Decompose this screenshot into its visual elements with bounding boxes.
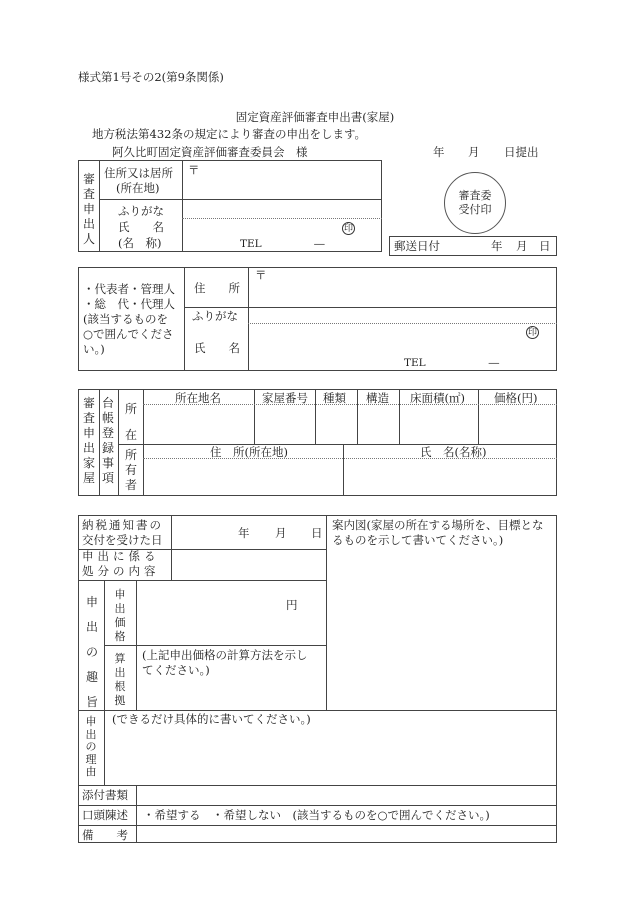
stamp-line-1: 審査委 xyxy=(458,189,492,202)
basis-field[interactable] xyxy=(137,680,325,709)
rep-seal-mark: 印 xyxy=(527,328,537,338)
type-field[interactable] xyxy=(316,405,356,443)
col-type: 種類 xyxy=(323,391,346,405)
col-owner-name: 氏 名(名称) xyxy=(420,445,487,459)
notice-day: 日 xyxy=(311,526,323,540)
remarks-label: 備 考 xyxy=(82,828,128,842)
name-label-sub: (名 称) xyxy=(118,236,162,250)
mailing-month: 月 xyxy=(516,239,528,253)
notice-year: 年 xyxy=(238,526,250,540)
price-label: 申出価格 xyxy=(114,588,126,643)
applicant-address-field[interactable] xyxy=(183,178,381,198)
remarks-field[interactable] xyxy=(137,826,556,842)
map-note-2: るものを示して書いてください。) xyxy=(332,533,504,547)
rep-furigana-label: ふりがな xyxy=(192,309,238,323)
address-label-sub: (所在地) xyxy=(116,181,160,195)
oral-options[interactable]: ・希望する ・希望しない (該当するものを○で囲んでください。) xyxy=(143,808,490,822)
rep-address-field[interactable] xyxy=(249,282,556,306)
map-note-1: 案内図(家屋の所在する場所を、目標とな xyxy=(332,518,544,532)
rep-furigana-field[interactable] xyxy=(249,308,556,322)
reason-field[interactable] xyxy=(105,728,556,784)
applicant-furigana-field[interactable] xyxy=(183,200,381,217)
basis-note-2: てください。) xyxy=(142,663,210,677)
reason-note: (できるだけ具体的に書いてください。) xyxy=(112,712,311,726)
postal-mark: 〒 xyxy=(188,163,200,177)
attachments-field[interactable] xyxy=(137,786,556,804)
mailing-label: 郵送日付 xyxy=(394,239,440,253)
basis-label: 算出根拠 xyxy=(114,652,126,707)
submit-month: 月 xyxy=(468,145,480,159)
col-owner-address: 住 所(所在地) xyxy=(210,445,288,459)
mailing-day: 日 xyxy=(539,239,551,253)
intro-text: 地方税法第432条の規定により審査の申出をします。 xyxy=(92,127,367,141)
yen-unit: 円 xyxy=(286,598,298,612)
basis-note-1: (上記申出価格の計算方法を示し xyxy=(142,648,308,662)
price-field[interactable] xyxy=(479,405,556,443)
applicant-section-label: 審査申出人 xyxy=(82,172,95,246)
rep-roles-1: ・代表者・管理人 xyxy=(83,282,175,296)
col-location: 所在地名 xyxy=(175,391,221,405)
stamp-line-2: 受付印 xyxy=(458,203,492,216)
rep-note-2: ○で囲んでくださ xyxy=(83,327,174,341)
col-floor-area: 床面積(㎡) xyxy=(410,391,465,405)
notice-month: 月 xyxy=(275,526,287,540)
disposition-field[interactable] xyxy=(172,550,325,579)
col-structure: 構造 xyxy=(366,391,389,405)
rep-note-3: い。) xyxy=(83,342,105,356)
address-label: 住所又は居所 xyxy=(104,166,173,180)
attachments-label: 添付書類 xyxy=(82,788,128,802)
reason-label: 申出の理由 xyxy=(85,715,97,778)
rep-address-label: 住 所 xyxy=(194,281,240,295)
floor-area-field[interactable] xyxy=(400,405,477,443)
seal-mark: 印 xyxy=(343,224,353,234)
mailing-year: 年 xyxy=(491,239,503,253)
owner-name-field[interactable] xyxy=(344,459,556,495)
location-field[interactable] xyxy=(144,405,253,443)
rep-postal-mark: 〒 xyxy=(255,268,267,282)
submit-year: 年 xyxy=(433,145,445,159)
applicant-name-field[interactable] xyxy=(183,219,338,235)
col-house-number: 家屋番号 xyxy=(262,391,308,405)
owner-address-field[interactable] xyxy=(144,459,342,495)
property-label-a: 審査申出家屋 xyxy=(82,396,95,485)
rep-name-label: 氏 名 xyxy=(194,341,240,355)
reception-stamp xyxy=(444,172,506,234)
furigana-label: ふりがな xyxy=(118,204,164,218)
addressee: 阿久比町固定資産評価審査委員会 様 xyxy=(112,145,308,159)
rep-name-field[interactable] xyxy=(249,324,519,354)
applicant-tel: TEL ― xyxy=(240,238,325,250)
requested-price-field[interactable] xyxy=(137,581,282,644)
rep-roles-2: ・総 代・代理人 xyxy=(83,297,175,311)
purpose-label: 申出の趣旨 xyxy=(85,595,98,709)
rep-note-1: (該当するものを xyxy=(83,312,168,326)
notice-label-2: 交付を受けた日 xyxy=(82,533,163,547)
disposition-label-2: 処分の内容 xyxy=(82,564,160,578)
property-label-b: 台帳登録事項 xyxy=(101,396,114,485)
col-price: 価格(円) xyxy=(494,391,538,405)
map-field[interactable] xyxy=(328,550,556,709)
notice-label-1: 納税通知書の xyxy=(82,518,163,532)
form-id: 様式第1号その2(第9条関係) xyxy=(78,70,224,84)
structure-field[interactable] xyxy=(358,405,398,443)
disposition-label-1: 申出に係る xyxy=(82,549,160,563)
submit-day: 日提出 xyxy=(504,145,539,159)
rep-tel: TEL ― xyxy=(404,357,500,369)
location-label: 所在 xyxy=(124,402,137,442)
owner-label: 所有者 xyxy=(124,448,137,492)
notice-date-field[interactable] xyxy=(172,516,232,548)
oral-label: 口頭陳述 xyxy=(82,808,128,822)
page-title: 固定資産評価審査申出書(家屋) xyxy=(235,110,395,124)
house-number-field[interactable] xyxy=(255,405,314,443)
name-label: 氏 名 xyxy=(118,220,164,234)
